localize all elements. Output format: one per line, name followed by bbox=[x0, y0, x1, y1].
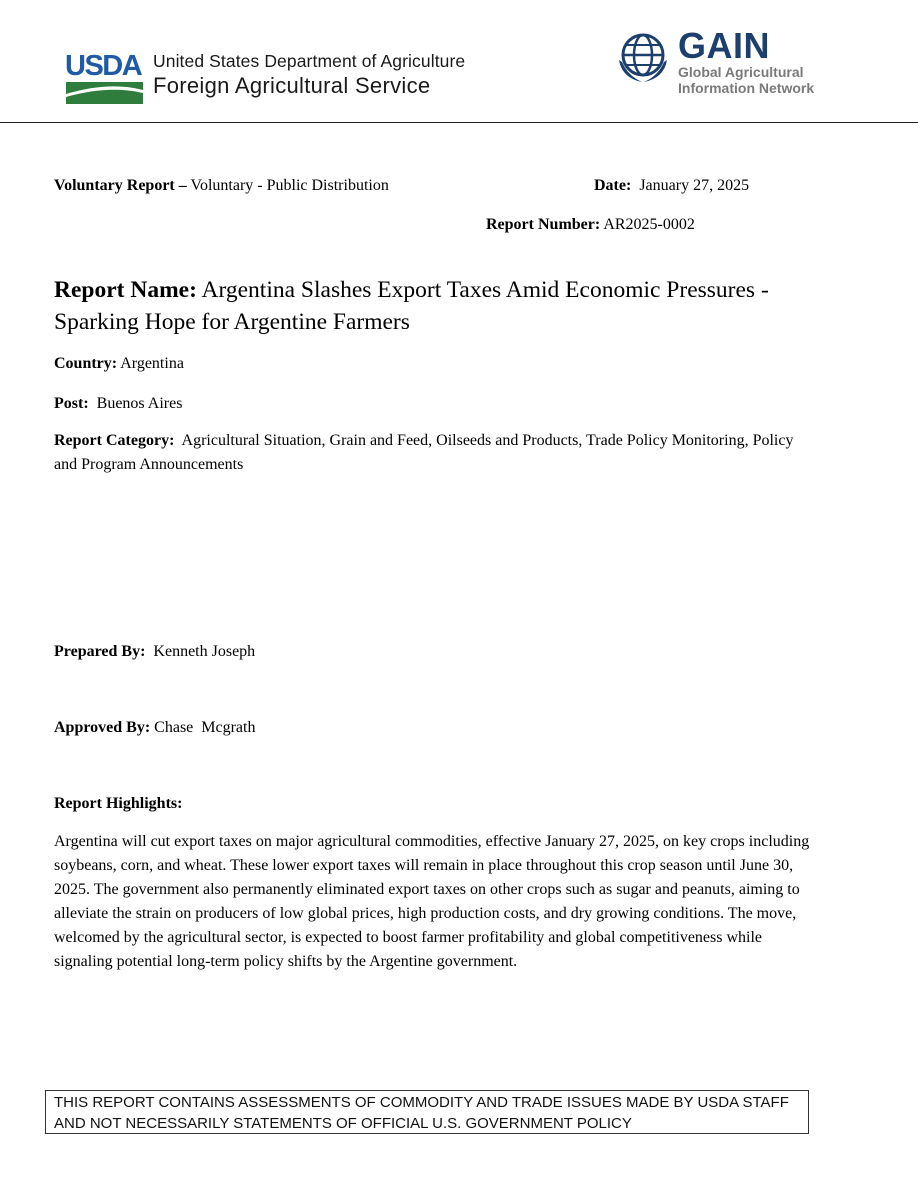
highlights-body: Argentina will cut export taxes on major agricultural commodities, effective January 27, 2025, on key crops including soybeans, corn, and wheat. These lower export taxes will remain in place throughout this crop season until June 30, 2025. The government also permanently eliminated export taxes on other crops such as sugar and peanuts, aiming to alleviate the strain on producers of low global prices, high production costs, and dry growing conditions. The move, welcomed by the agricultural sector, is expected to boost farmer profitability and global competitiveness while signaling potential long-term policy shifts by the Argentine government. bbox=[54, 833, 810, 970]
usda-logo bbox=[64, 48, 144, 106]
date-label: Date: bbox=[594, 177, 632, 194]
gain-subtitle-line1: Global Agricultural bbox=[678, 64, 804, 80]
gain-subtitle-line2: Information Network bbox=[678, 80, 815, 96]
country-value: Argentina bbox=[120, 355, 184, 372]
country-label: Country: bbox=[54, 355, 118, 372]
report-name bbox=[54, 274, 844, 338]
category-label: Report Category: bbox=[54, 432, 175, 449]
report-type bbox=[54, 176, 389, 196]
post-label: Post: bbox=[54, 395, 89, 412]
report-name-value: Argentina Slashes Export Taxes Amid Economic Pressures - Sparking Hope for Argentine Farmers bbox=[54, 277, 769, 335]
usda-wordmark bbox=[153, 50, 465, 100]
post bbox=[54, 394, 182, 414]
department-name: United States Department of Agriculture bbox=[153, 51, 466, 71]
page-header bbox=[0, 0, 918, 124]
report-name-label: Report Name: bbox=[54, 277, 197, 303]
report-type-value: Voluntary - Public Distribution bbox=[190, 177, 389, 194]
gain-title: GAIN bbox=[678, 25, 770, 66]
disclaimer-box: THIS REPORT CONTAINS ASSESSMENTS OF COMMODITY AND TRADE ISSUES MADE BY USDA STAFF AND NOT NECESSARILY STATEMENTS OF OFFICIAL U.S. GOVERNMENT POLICY bbox=[45, 1090, 809, 1134]
highlights-heading: Report Highlights: bbox=[54, 795, 183, 812]
report-category bbox=[54, 429, 814, 477]
prepared-by-label: Prepared By: bbox=[54, 643, 146, 660]
report-number bbox=[486, 215, 695, 235]
usda-logo-text: USDA bbox=[65, 50, 142, 82]
gain-wordmark bbox=[678, 25, 815, 96]
report-type-label: Voluntary Report – bbox=[54, 177, 187, 194]
prepared-by bbox=[54, 642, 255, 662]
category-value: Agricultural Situation, Grain and Feed, Oilseeds and Products, Trade Policy Monitoring, Policy and Program Announcements bbox=[54, 432, 794, 473]
globe-icon bbox=[616, 30, 670, 84]
header-divider bbox=[0, 122, 918, 123]
approved-by-label: Approved By: bbox=[54, 719, 151, 736]
report-number-label: Report Number: bbox=[486, 216, 601, 233]
approved-by-value: Chase Mcgrath bbox=[154, 719, 256, 736]
country bbox=[54, 354, 184, 374]
agency-name: Foreign Agricultural Service bbox=[153, 73, 431, 98]
report-number-value: AR2025-0002 bbox=[603, 216, 695, 233]
post-value: Buenos Aires bbox=[96, 395, 183, 412]
approved-by bbox=[54, 718, 255, 738]
prepared-by-value: Kenneth Joseph bbox=[153, 643, 256, 660]
report-date bbox=[594, 176, 749, 196]
date-value: January 27, 2025 bbox=[639, 177, 750, 194]
